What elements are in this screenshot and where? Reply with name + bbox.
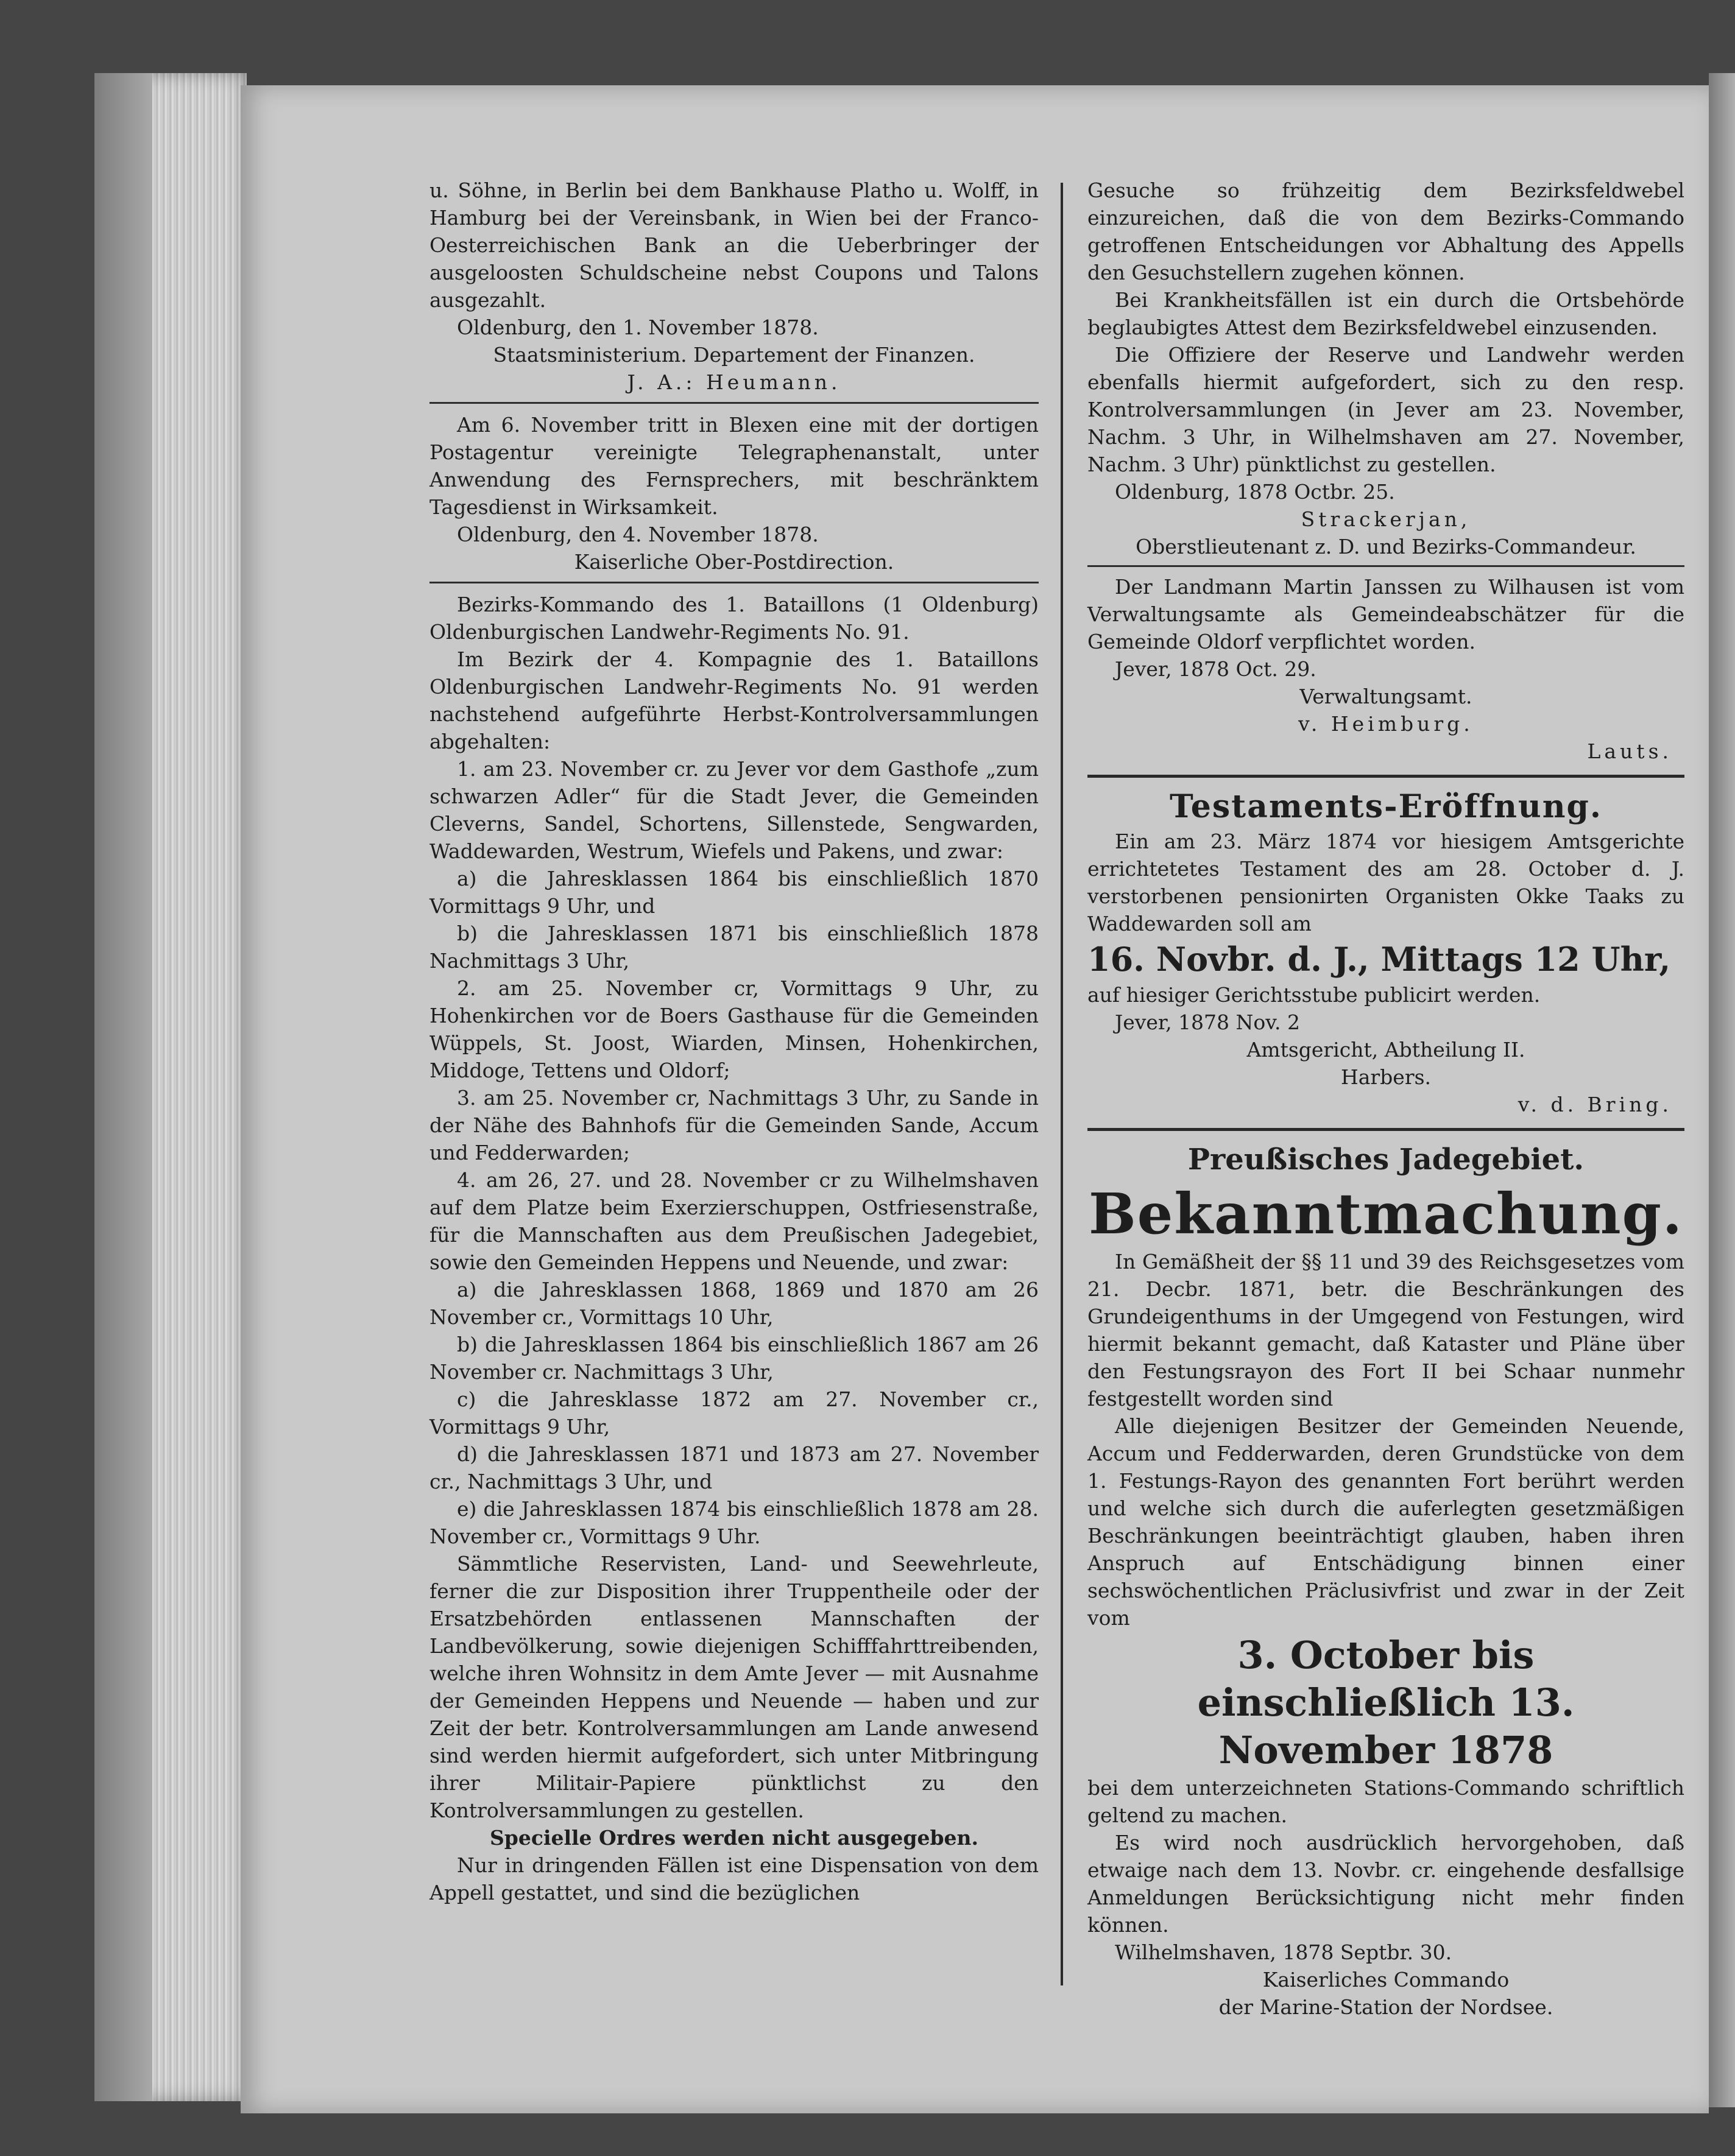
separator-rule: [429, 582, 1039, 583]
bekanntmachung-heading: Bekanntmachung.: [1089, 1181, 1683, 1247]
notice-kommando-header: Bezirks-Kommando des 1. Bataillons (1 Oldenburg) Oldenburgischen Landwehr-Regiments No. 91.: [429, 593, 1039, 644]
continuation-date: Oldenburg, 1878 Octbr. 25.: [1115, 480, 1395, 504]
testament-text-2: auf hiesiger Gerichtsstube publicirt werden.: [1087, 983, 1541, 1007]
notice-landmann-date: Jever, 1878 Oct. 29.: [1115, 657, 1316, 681]
bekanntmachung-date-highlight-2: November 1878: [1218, 1728, 1553, 1772]
kommando-special-heading: Specielle Ordres werden nicht ausgegeben.: [489, 1826, 979, 1850]
kommando-item-2: 2. am 25. November cr, Vormittags 9 Uhr, zu Hohenkirchen vor de Boers Gasthause für die Gemeinden Wüppels, St. Joost, Wiarden, Minsen, Hohenkirchen, Middoge, Tettens und Oldorf;: [429, 976, 1039, 1082]
left-column: [429, 177, 1039, 1906]
notice-telegraph-date: Oldenburg, den 4. November 1878.: [457, 523, 819, 546]
kommando-item-4b: b) die Jahresklassen 1864 bis einschließlich 1867 am 26 November cr. Nachmittags 3 Uhr,: [429, 1333, 1039, 1384]
testament-signature-2: v. d. Bring.: [1518, 1093, 1672, 1116]
notice-landmann-signature: v. Heimburg.: [1298, 712, 1474, 736]
testament-date-highlight: 16. Novbr. d. J., Mittags 12 Uhr,: [1087, 940, 1671, 979]
notice-telegraph-text: Am 6. November tritt in Blexen eine mit der dortigen Postagentur vereinigte Telegraphenanstalt, unter Anwendung des Fernsprechers, mit beschränktem Tagesdienst in Wirksamkeit.: [429, 413, 1039, 519]
continuation-text-3: Die Offiziere der Reserve und Landwehr werden ebenfalls hiermit aufgefordert, sich zu den resp. Kontrolversammlungen (in Jever am 23. November, Nachm. 3 Uhr, in Wilhelmshaven am 27. November, Nachm. 3 Uhr) pünktlichst zu gestellen.: [1087, 343, 1684, 476]
bekanntmachung-date-highlight-1: 3. October bis einschließlich 13.: [1197, 1633, 1575, 1725]
notice-landmann-text: Der Landmann Martin Janssen zu Wilhausen ist vom Verwaltungsamte als Gemeindeabschätzer für die Gemeinde Oldorf verpflichtet worden.: [1087, 575, 1684, 653]
right-page-edge: [1709, 73, 1735, 2107]
column-divider: [1061, 183, 1063, 1985]
testament-office: Amtsgericht, Abtheilung II.: [1246, 1038, 1525, 1062]
kommando-paragraph-last: Nur in dringenden Fällen ist eine Dispensation von dem Appell gestattet, und sind die bezüglichen: [429, 1853, 1039, 1904]
notice-payment-signature: J. A.: Heumann.: [627, 370, 841, 394]
kommando-item-4: 4. am 26, 27. und 28. November cr zu Wilhelmshaven auf dem Platze beim Exerzierschuppen, Ostfriesenstraße, für die Mannschaften aus dem Preußischen Jadegebiet, sowie den Gemeinden Heppens und Neuende, und zwar:: [429, 1168, 1039, 1274]
separator-rule: [429, 402, 1039, 404]
separator-rule: [1087, 565, 1684, 567]
bekanntmachung-text-2: Alle diejenigen Besitzer der Gemeinden Neuende, Accum und Fedderwarden, deren Grundstücke von dem 1. Festungs-Rayon des genannten Fort berührt werden und welche sich durch die auferlegten gesetzmäßigen Beschränkungen beeinträchtigt glauben, haben ihren Anspruch auf Entschädigung binnen einer sechswöchentlichen Präclusivfrist und zwar in der Zeit vom: [1087, 1414, 1684, 1630]
bekanntmachung-text-3: bei dem unterzeichneten Stations-Commando schriftlich geltend zu machen.: [1087, 1776, 1684, 1827]
bekanntmachung-office-2: der Marine-Station der Nordsee.: [1218, 1995, 1553, 2019]
right-column: [1087, 177, 1684, 2021]
kommando-item-4c: c) die Jahresklasse 1872 am 27. November cr., Vormittags 9 Uhr,: [429, 1387, 1039, 1439]
kommando-item-3: 3. am 25. November cr, Nachmittags 3 Uhr, zu Sande in der Nähe des Bahnhofs für die Gemeinden Sande, Accum und Fedderwarden;: [429, 1086, 1039, 1164]
bekanntmachung-text-4: Es wird noch ausdrücklich hervorgehoben, daß etwaige nach dem 13. Novbr. cr. eingehende desfallsige Anmeldungen Berücksichtigung nicht mehr finden können.: [1087, 1831, 1684, 1937]
continuation-text-2: Bei Krankheitsfällen ist ein durch die Ortsbehörde beglaubigtes Attest dem Bezirksfeldwebel einzusenden.: [1087, 288, 1684, 339]
testament-heading: Testaments-Eröffnung.: [1170, 788, 1602, 825]
book-spine-shadow: [94, 73, 152, 2101]
continuation-rank: Oberstlieutenant z. D. und Bezirks-Commandeur.: [1136, 535, 1636, 558]
kommando-item-1: 1. am 23. November cr. zu Jever vor dem Gasthofe „zum schwarzen Adler“ für die Stadt Jever, die Gemeinden Cleverns, Sandel, Schortens, Sillenstede, Sengwarden, Waddewarden, Westrum, Wiefels und Pakens, und zwar:: [429, 757, 1039, 863]
separator-rule: [1087, 775, 1684, 778]
notice-payment-date: Oldenburg, den 1. November 1878.: [457, 315, 819, 339]
kommando-item-1b: b) die Jahresklassen 1871 bis einschließlich 1878 Nachmittags 3 Uhr,: [429, 921, 1039, 973]
notice-landmann-signature-2: Lauts.: [1587, 739, 1672, 763]
kommando-item-4e: e) die Jahresklassen 1874 bis einschließlich 1878 am 28. November cr., Vormittags 9 Uhr.: [429, 1497, 1039, 1548]
separator-rule: [1087, 1128, 1684, 1131]
notice-telegraph-office: Kaiserliche Ober-Postdirection.: [574, 550, 894, 574]
continuation-signature: Strackerjan,: [1301, 507, 1471, 531]
preussisches-heading: Preußisches Jadegebiet.: [1187, 1143, 1585, 1177]
kommando-item-4a: a) die Jahresklassen 1868, 1869 und 1870 am 26 November cr., Vormittags 10 Uhr,: [429, 1278, 1039, 1329]
bekanntmachung-date: Wilhelmshaven, 1878 Septbr. 30.: [1115, 1940, 1452, 1964]
kommando-paragraph-all: Sämmtliche Reservisten, Land- und Seewehrleute, ferner die zur Disposition ihrer Truppentheile oder der Ersatzbehörden entlassenen Mannschaften der Landbevölkerung, sowie diejenigen Schifffahrttreibenden, welche ihren Wohnsitz in dem Amte Jever — mit Ausnahme der Gemeinden Heppens und Neuende — haben und zur Zeit der betr. Kontrolversammlungen am Lande anwesend sind werden hiermit aufgefordert, sich unter Mitbringung ihrer Militair-Papiere pünktlichst zu den Kontrolversammlungen zu gestellen.: [429, 1552, 1039, 1822]
bekanntmachung-office-1: Kaiserliches Commando: [1262, 1968, 1510, 1992]
notice-payment-office: Staatsministerium. Departement der Finanzen.: [493, 343, 975, 367]
kommando-item-1a: a) die Jahresklassen 1864 bis einschließlich 1870 Vormittags 9 Uhr, und: [429, 867, 1039, 918]
testament-signature: Harbers.: [1340, 1065, 1432, 1089]
notice-landmann-office: Verwaltungsamt.: [1299, 685, 1472, 708]
testament-text: Ein am 23. März 1874 vor hiesigem Amtsgerichte errichtetetes Testament des am 28. October d. J. verstorbenen pensionirten Organisten Okke Taaks zu Waddewarden soll am: [1087, 830, 1684, 935]
continuation-text-1: Gesuche so frühzeitig dem Bezirksfeldwebel einzureichen, daß die von dem Bezirks-Commando getroffenen Entscheidungen vor Abhaltung des Appells den Gesuchstellern zugehen können.: [1087, 178, 1684, 284]
notice-kommando-intro: Im Bezirk der 4. Kompagnie des 1. Bataillons Oldenburgischen Landwehr-Regiments No. 91 werden nachstehend aufgeführte Herbst-Kontrolversammlungen abgehalten:: [429, 647, 1039, 753]
kommando-item-4d: d) die Jahresklassen 1871 und 1873 am 27. November cr., Nachmittags 3 Uhr, und: [429, 1442, 1039, 1493]
notice-payment-text: u. Söhne, in Berlin bei dem Bankhause Platho u. Wolff, in Hamburg bei der Vereinsbank, in Wien bei der Franco-Oesterreichischen Bank an die Ueberbringer der ausgeloosten Schuldscheine nebst Coupons und Talons ausgezahlt.: [429, 178, 1039, 312]
bekanntmachung-text-1: In Gemäßheit der §§ 11 und 39 des Reichsgesetzes vom 21. Decbr. 1871, betr. die Beschränkungen des Grundeigenthums in der Umgegend von Festungen, wird hiermit bekannt gemacht, daß Kataster und Pläne über den Festungsrayon des Fort II bei Schaar nunmehr festgestellt worden sind: [1087, 1250, 1684, 1411]
testament-date: Jever, 1878 Nov. 2: [1115, 1010, 1300, 1034]
